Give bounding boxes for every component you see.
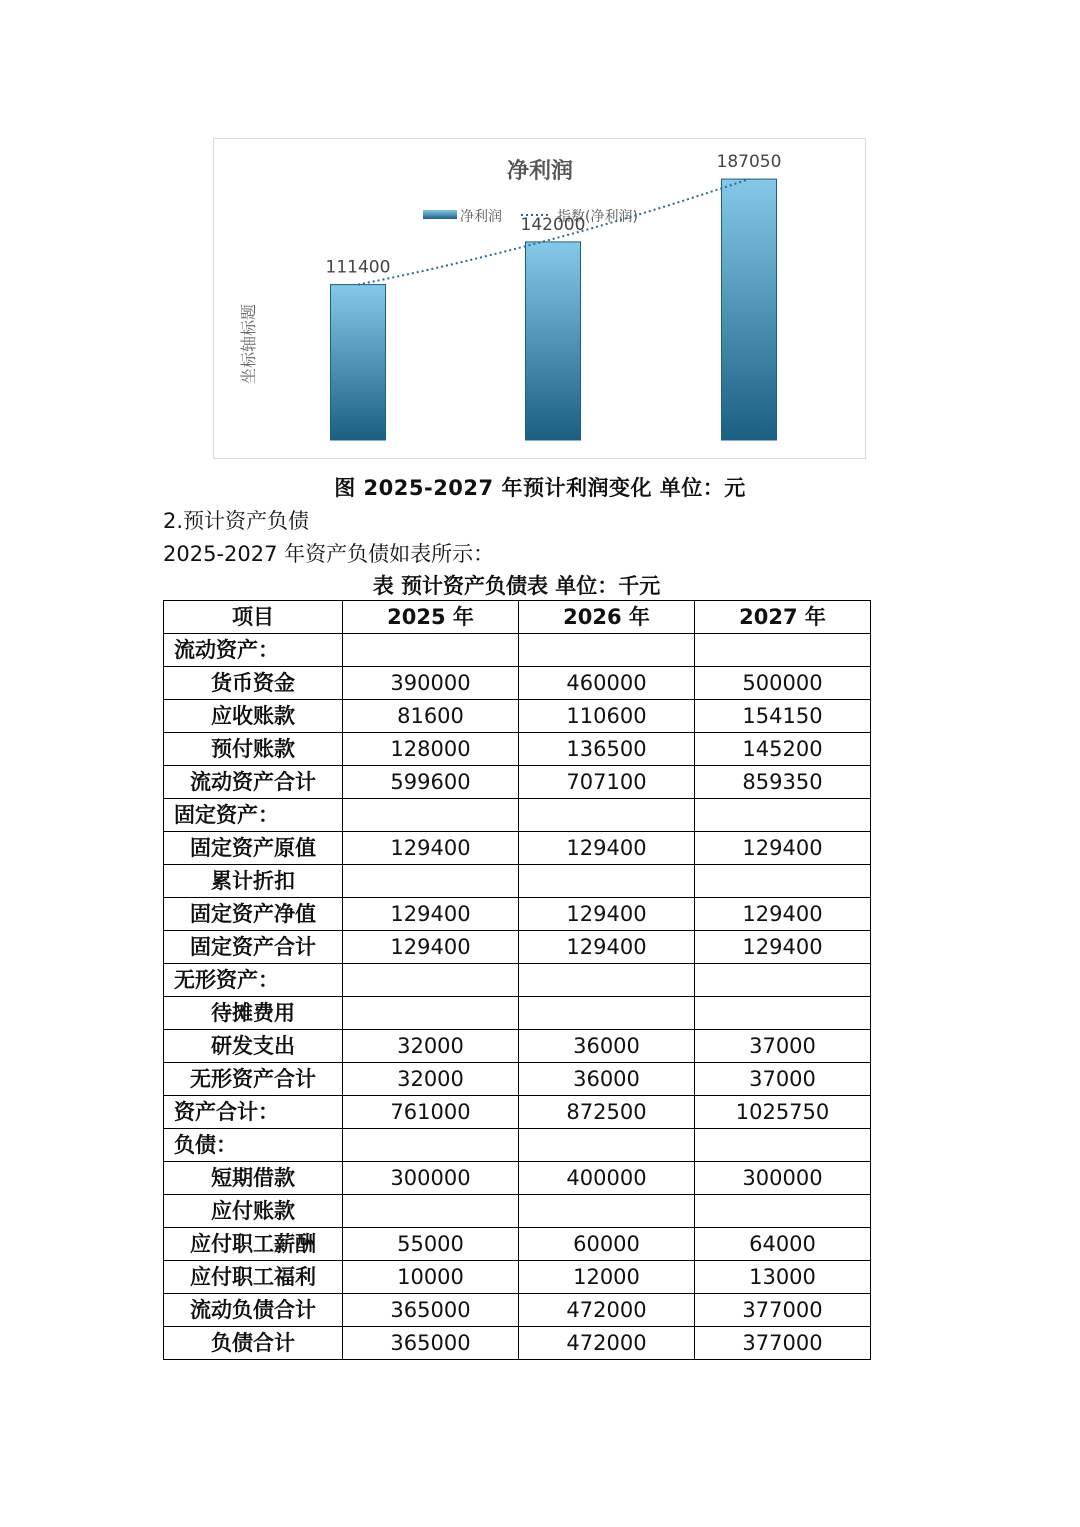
table-row [164, 1096, 871, 1129]
cell-value [343, 1195, 519, 1228]
table-row [164, 997, 871, 1030]
row-label: 流动资产： [164, 634, 343, 667]
cell-value [343, 799, 519, 832]
cell-value: 36000 [519, 1063, 695, 1096]
cell-value: 129400 [519, 931, 695, 964]
cell-value: 472000 [519, 1327, 695, 1360]
row-label: 流动负债合计 [164, 1294, 343, 1327]
table-row [164, 667, 871, 700]
table-row [164, 1129, 871, 1162]
cell-value [695, 634, 871, 667]
header-item: 项目 [164, 601, 343, 634]
cell-value: 365000 [343, 1294, 519, 1327]
cell-value: 761000 [343, 1096, 519, 1129]
table-row [164, 1063, 871, 1096]
cell-value: 460000 [519, 667, 695, 700]
table-row [164, 1327, 871, 1360]
table-row [164, 1162, 871, 1195]
cell-value: 129400 [343, 931, 519, 964]
cell-value [695, 964, 871, 997]
table-row [164, 700, 871, 733]
cell-value: 32000 [343, 1030, 519, 1063]
row-label: 资产合计： [164, 1096, 343, 1129]
table-row [164, 634, 871, 667]
row-label: 应付账款 [164, 1195, 343, 1228]
cell-value: 390000 [343, 667, 519, 700]
legend-bar-swatch [423, 210, 457, 219]
cell-value: 154150 [695, 700, 871, 733]
row-label: 无形资产： [164, 964, 343, 997]
row-label: 应收账款 [164, 700, 343, 733]
cell-value [519, 997, 695, 1030]
cell-value: 136500 [519, 733, 695, 766]
table-row [164, 898, 871, 931]
cell-value: 37000 [695, 1063, 871, 1096]
figure-caption: 图 2025-2027 年预计利润变化 单位：元 [334, 476, 746, 500]
table-row [164, 964, 871, 997]
cell-value: 129400 [519, 832, 695, 865]
cell-value [343, 865, 519, 898]
legend-bar-label: 净利润 [460, 209, 502, 225]
cell-value [695, 997, 871, 1030]
cell-value [519, 865, 695, 898]
row-label: 固定资产原值 [164, 832, 343, 865]
cell-value: 60000 [519, 1228, 695, 1261]
cell-value [519, 634, 695, 667]
row-label: 短期借款 [164, 1162, 343, 1195]
cell-value: 128000 [343, 733, 519, 766]
cell-value [695, 865, 871, 898]
header-2026: 2026 年 [519, 601, 695, 634]
bar-2025 [331, 285, 386, 440]
intro-paragraph: 2025-2027 年资产负债如表所示： [163, 542, 495, 566]
balance-sheet-table [163, 600, 871, 1360]
table-row [164, 1030, 871, 1063]
cell-value: 37000 [695, 1030, 871, 1063]
chart-canvas [214, 139, 865, 458]
row-label: 流动资产合计 [164, 766, 343, 799]
cell-value [343, 634, 519, 667]
row-label: 负债： [164, 1129, 343, 1162]
cell-value: 377000 [695, 1294, 871, 1327]
net-profit-chart [213, 138, 866, 459]
cell-value [695, 1129, 871, 1162]
chart-title: 净利润 [506, 159, 574, 184]
row-label: 应付职工福利 [164, 1261, 343, 1294]
table-row [164, 766, 871, 799]
cell-value: 859350 [695, 766, 871, 799]
table-row [164, 799, 871, 832]
cell-value: 707100 [519, 766, 695, 799]
cell-value: 300000 [343, 1162, 519, 1195]
table-row [164, 865, 871, 898]
cell-value: 10000 [343, 1261, 519, 1294]
cell-value: 32000 [343, 1063, 519, 1096]
cell-value: 145200 [695, 733, 871, 766]
data-label-2025: 111400 [325, 257, 391, 278]
y-axis-label: 坐标轴标题 [239, 303, 258, 385]
table-row [164, 733, 871, 766]
cell-value: 400000 [519, 1162, 695, 1195]
row-label: 固定资产合计 [164, 931, 343, 964]
table-row [164, 1228, 871, 1261]
cell-value: 365000 [343, 1327, 519, 1360]
row-label: 固定资产： [164, 799, 343, 832]
cell-value [695, 1195, 871, 1228]
cell-value: 81600 [343, 700, 519, 733]
cell-value: 500000 [695, 667, 871, 700]
row-label: 应付职工薪酬 [164, 1228, 343, 1261]
cell-value [519, 964, 695, 997]
row-label: 预付账款 [164, 733, 343, 766]
legend-trend-label: 指数(净利润) [557, 209, 638, 225]
table-row [164, 1195, 871, 1228]
cell-value: 472000 [519, 1294, 695, 1327]
cell-value: 129400 [343, 898, 519, 931]
data-label-2026: 142000 [520, 214, 586, 235]
section-heading: 2.预计资产负债 [163, 509, 310, 533]
cell-value [519, 1129, 695, 1162]
cell-value [343, 1129, 519, 1162]
cell-value: 12000 [519, 1261, 695, 1294]
cell-value: 13000 [695, 1261, 871, 1294]
table-title: 表 预计资产负债表 单位：千元 [372, 574, 661, 598]
row-label: 固定资产净值 [164, 898, 343, 931]
cell-value: 55000 [343, 1228, 519, 1261]
cell-value [343, 964, 519, 997]
cell-value [519, 1195, 695, 1228]
row-label: 研发支出 [164, 1030, 343, 1063]
row-label: 累计折扣 [164, 865, 343, 898]
row-label: 负债合计 [164, 1327, 343, 1360]
cell-value: 64000 [695, 1228, 871, 1261]
header-2025: 2025 年 [343, 601, 519, 634]
cell-value: 129400 [695, 832, 871, 865]
cell-value: 110600 [519, 700, 695, 733]
cell-value: 300000 [695, 1162, 871, 1195]
table-row [164, 931, 871, 964]
bar-2026 [526, 242, 581, 440]
table-row [164, 1261, 871, 1294]
row-label: 无形资产合计 [164, 1063, 343, 1096]
cell-value: 129400 [519, 898, 695, 931]
row-label: 待摊费用 [164, 997, 343, 1030]
data-label-2027: 187050 [716, 152, 782, 173]
cell-value [695, 799, 871, 832]
cell-value: 129400 [695, 931, 871, 964]
header-2027: 2027 年 [695, 601, 871, 634]
cell-value: 599600 [343, 766, 519, 799]
row-label: 货币资金 [164, 667, 343, 700]
cell-value [519, 799, 695, 832]
cell-value: 129400 [695, 898, 871, 931]
cell-value: 129400 [343, 832, 519, 865]
table-row [164, 1294, 871, 1327]
table-header-row [164, 601, 871, 634]
cell-value [343, 997, 519, 1030]
cell-value: 36000 [519, 1030, 695, 1063]
cell-value: 377000 [695, 1327, 871, 1360]
cell-value: 1025750 [695, 1096, 871, 1129]
bar-2027 [722, 179, 777, 440]
cell-value: 872500 [519, 1096, 695, 1129]
table-row [164, 832, 871, 865]
